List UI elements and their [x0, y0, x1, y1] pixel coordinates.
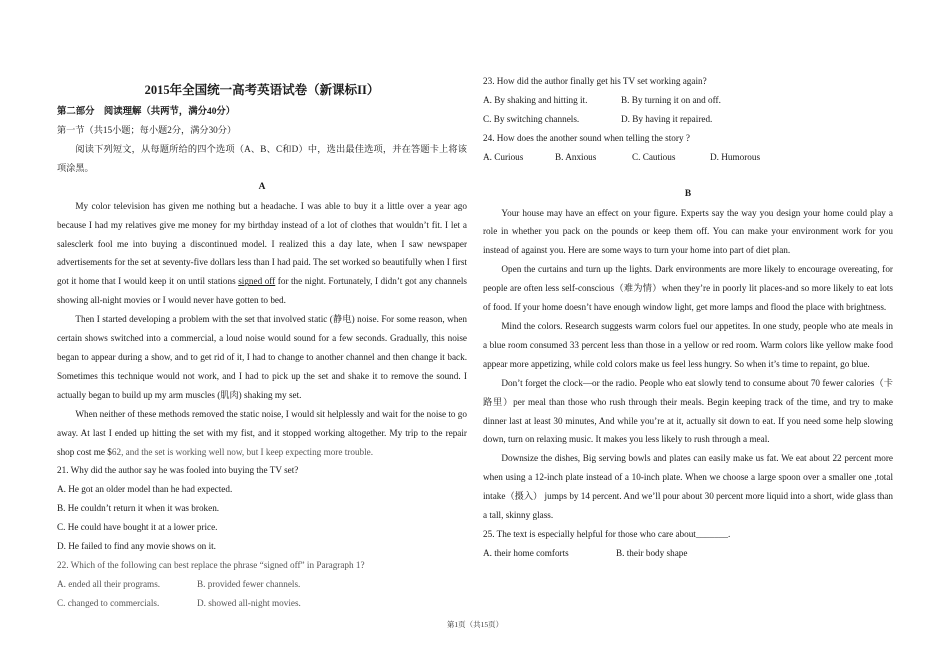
passage-a-paragraph-3	[57, 405, 467, 462]
passage-a-p3-text: When neither of these methods removed the static noise, I would sit helplessly and wait for the noise to go away. At last I ended up hitting the set with my fist, and it stopped working altogether. My trip to the repair shop cost me $	[57, 408, 467, 457]
q22-options-row-1	[57, 575, 467, 594]
q23-options-row-1	[483, 91, 893, 110]
q22-options-row-2	[57, 594, 467, 613]
q23-options-row-2	[483, 110, 893, 129]
q22-option-c: C. changed to commercials.	[57, 597, 160, 608]
question-22: 22. Which of the following can best replace the phrase “signed off” in Paragraph 1?	[57, 559, 365, 570]
question-25: 25. The text is especially helpful for those who care about_______.	[483, 528, 731, 539]
q24-option-b: B. Anxious	[555, 151, 597, 162]
q23-option-b: B. By turning it on and off.	[621, 94, 721, 105]
q22-option-a: A. ended all their programs.	[57, 578, 161, 589]
q21-option-d: D. He failed to find any movie shows on it.	[57, 541, 216, 552]
q21-option-c: C. He could have bought it at a lower price.	[57, 522, 218, 533]
page-title: 2015年全国统一高考英语试卷（新课标II）	[144, 83, 380, 97]
spacer	[483, 167, 893, 185]
q24-option-d: D. Humorous	[710, 151, 761, 162]
q25-option-a: A. their home comforts	[483, 547, 569, 558]
right-column	[483, 72, 893, 563]
q21-option-a: A. He got an older model than he had expected.	[57, 484, 233, 495]
passage-a-p3-text-end: 62, and the set is working well now, but I keep expecting more trouble.	[111, 446, 374, 457]
passage-a-paragraph-1	[57, 197, 467, 310]
passage-b-paragraph-4: Don’t forget the clock—or the radio. People who eat slowly tend to consume about 70 fewer calories（卡路里）per meal than those who rush through their meals. Begin keeping track of the time, and try to make dinner last at least 30 minutes, And while you’re at it, actually sit down to eat. If you need some help slowing down, turn on relaxing music. It makes you less likely to rush through a meal.	[483, 377, 893, 445]
passage-b-paragraph-5: Downsize the dishes, Big serving bowls and plates can easily make us fat. We eat about 22 percent more when using a 12-inch plate instead of a 10-inch plate. When we choose a large spoon over a smaller one ,total intake（摄入） jumps by 14 percent. And we’ll pour about 30 percent more liquid into a short, wide glass than a tall, skinny glass.	[483, 453, 893, 521]
passage-b-paragraph-2: Open the curtains and turn up the lights. Dark environments are more likely to encourage overeating, for people are often less self-conscious（难为情）when they’re in poorly lit places-and so more likely to eat lots of food. If your home doesn’t have enough window light, get more lamps and flood the place with brightness.	[483, 264, 893, 313]
q22-option-d: D. showed all-night movies.	[197, 597, 301, 608]
passage-a-p1-text: My color television has given me nothing but a headache. I was able to buy it a little over a year ago because I had my relatives give me money for my birthday instead of a lot of clothes that wouldn’t fit. I let a salesclerk fool me into buying a discontinued model. I realized this a day late, when I saw newspaper advertisements for the set at seventy-five dollars less than I had paid. The set worked so beautifully when I first got it home that I would keep it on until stations	[57, 200, 467, 287]
passage-b-paragraph-3: Mind the colors. Research suggests warm colors fuel our appetites. In one study, people who ate meals in a blue room consumed 33 percent less than those in a yellow or red room. Warm colors like yellow make food appear more appetizing, while cold colors make us feel less hungry. So when it’s time to repaint, go blue.	[483, 320, 893, 369]
q24-option-a: A. Curious	[483, 151, 524, 162]
question-23: 23. How did the author finally get his TV set working again?	[483, 76, 707, 86]
q25-option-b: B. their body shape	[616, 547, 688, 558]
part-heading: 第二部分 阅读理解（共两节，满分40分）	[57, 107, 236, 117]
question-21: 21. Why did the author say he was fooled into buying the TV set?	[57, 465, 299, 476]
q23-option-a: A. By shaking and hitting it.	[483, 94, 588, 105]
passage-a-paragraph-2: Then I started developing a problem with the set that involved static (静电) noise. For some reason, when certain shows switched into a commercial, a loud noise would sound for a few seconds. Gradually, this noise began to appear during a show, and to get rid of it, I had to change to another channel and then change it back. Sometimes this technique would not work, and I had to pick up the set and shake it to remove the sound. I actually began to build up my arm muscles (肌肉) shaking my set.	[57, 314, 467, 400]
passage-a-p1-text-end: for the night. Fortunately, I didn’t got any channels showing all-night movies or I would never have gotten to bed.	[57, 276, 467, 306]
q21-option-b: B. He couldn’t return it when it was broken.	[57, 503, 220, 514]
question-24: 24. How does the another sound when telling the story ?	[483, 132, 690, 143]
q25-options-row	[483, 544, 893, 563]
q24-option-c: C. Cautious	[632, 151, 676, 162]
q24-options-row	[483, 148, 893, 167]
section-heading: 第一节（共15小题；每小题2分，满分30分）	[57, 125, 237, 135]
q22-option-b: B. provided fewer channels.	[197, 578, 301, 589]
q23-option-c: C. By switching channels.	[483, 113, 580, 124]
passage-a-label: A	[258, 181, 266, 192]
passage-b-paragraph-1: Your house may have an effect on your figure. Experts say the way you design your home could play a role in whether you pack on the pounds or keep them off. You can make your environment work for you instead of against you. Here are some ways to turn your home into part of diet plan.	[483, 207, 893, 256]
left-column	[57, 72, 467, 613]
passage-b-label: B	[684, 188, 692, 199]
underlined-phrase: signed off	[238, 276, 276, 287]
instruction-text: 阅读下列短文，从每题所给的四个选项（A、B、C和D）中，选出最佳选项，并在答题卡上将该项涂黑。	[57, 143, 467, 173]
q23-option-d: D. By having it repaired.	[621, 113, 713, 124]
page-footer: 第1页（共15页）	[446, 620, 504, 629]
